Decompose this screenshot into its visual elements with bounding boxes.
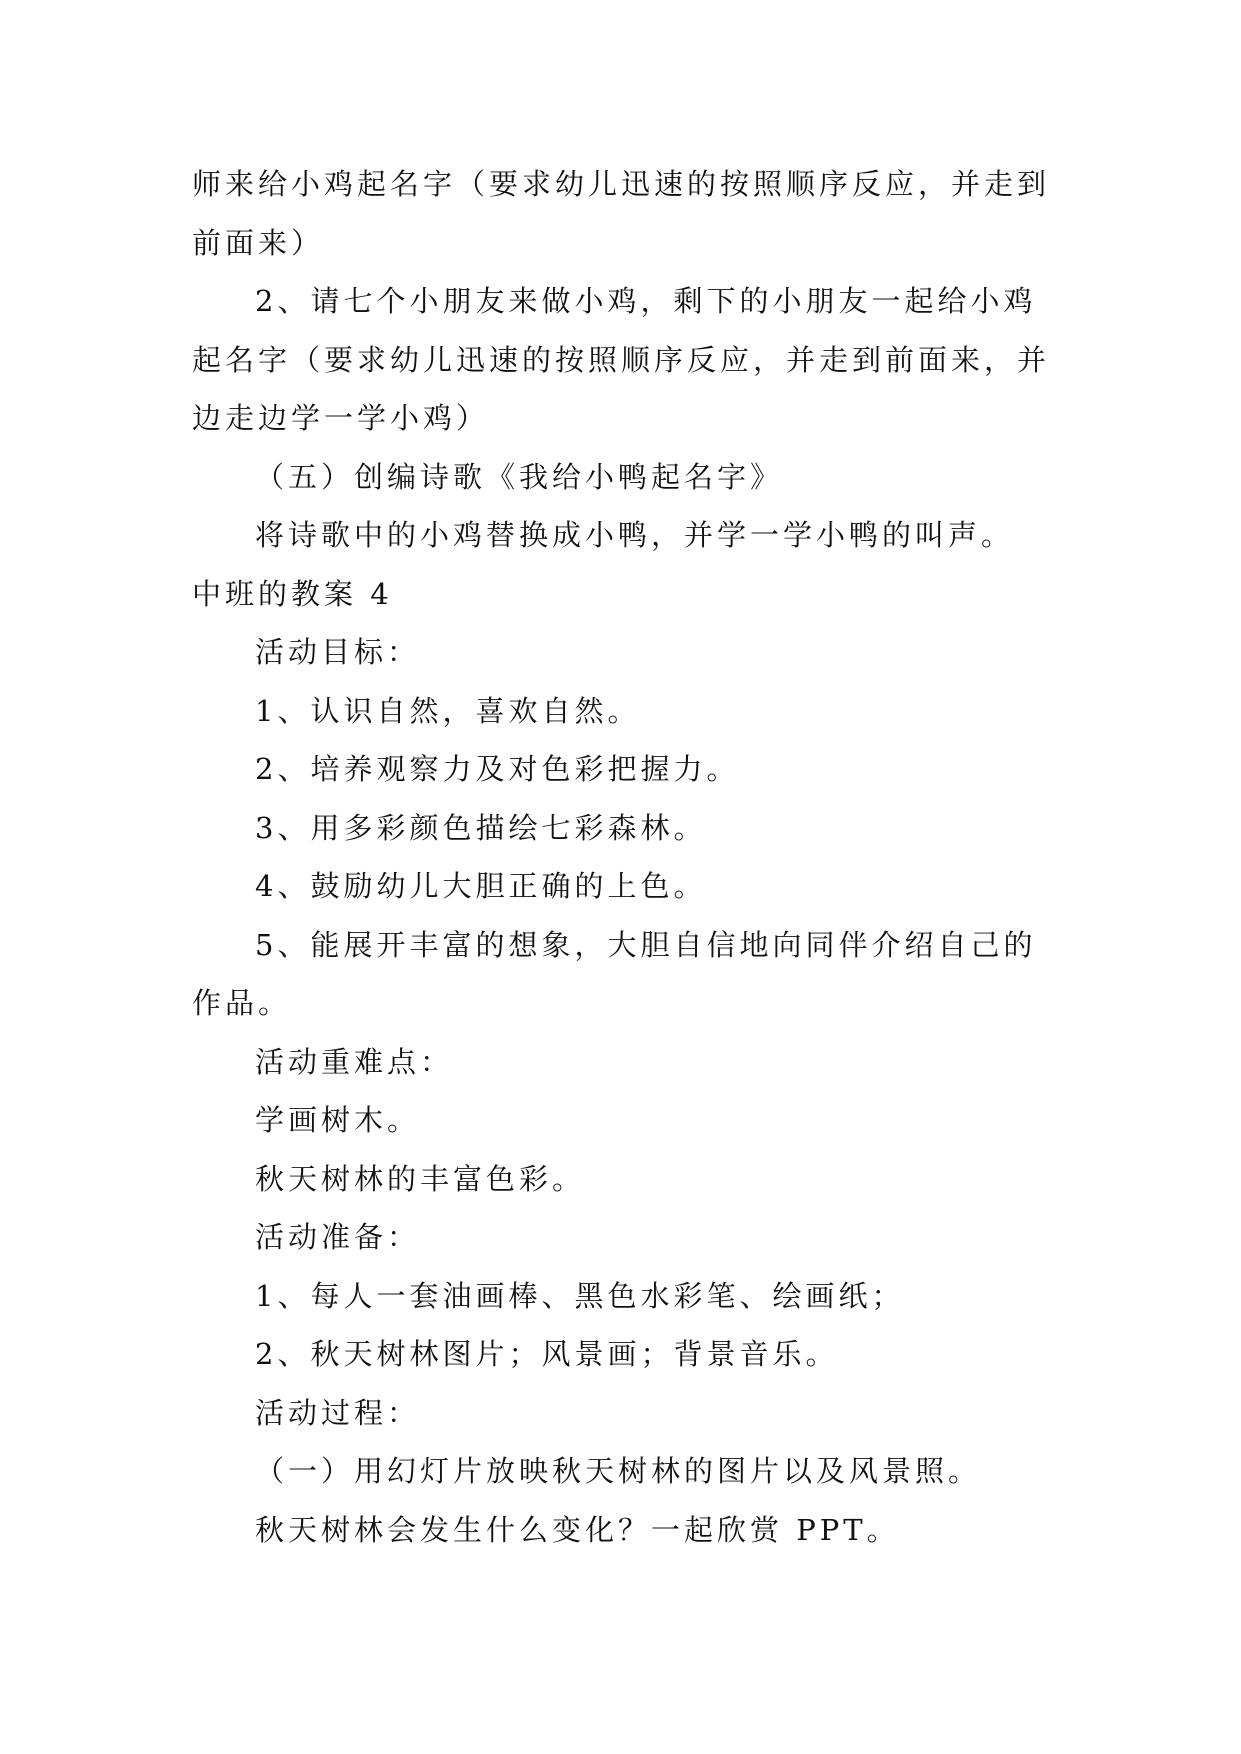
- lesson-title: 中班的教案 4: [192, 576, 393, 611]
- goal-item-continuation: 作品。: [192, 986, 292, 1020]
- paragraph-line: 师来给小鸡起名字（要求幼儿迅速的按照顺序反应，并走到: [192, 167, 1051, 201]
- step-2-line: 2、请七个小朋友来做小鸡，剩下的小朋友一起给小鸡: [255, 284, 1037, 318]
- process-step: 秋天树林会发生什么变化？一起欣赏 PPT。: [255, 1512, 900, 1547]
- goal-item: 4、鼓励幼儿大胆正确的上色。: [255, 869, 707, 903]
- goal-item: 1、认识自然，喜欢自然。: [255, 693, 641, 728]
- key-points-heading: 活动重难点：: [255, 1044, 454, 1079]
- preparation-item: 2、秋天树林图片；风景画；背景音乐。: [255, 1337, 839, 1371]
- process-heading: 活动过程：: [255, 1395, 421, 1430]
- goal-item: 5、能展开丰富的想象，大胆自信地向同伴介绍自己的: [255, 927, 1037, 962]
- goal-item: 3、用多彩颜色描绘七彩森林。: [255, 810, 707, 845]
- key-point-item: 秋天树林的丰富色彩。: [255, 1161, 586, 1196]
- preparation-heading: 活动准备：: [255, 1220, 421, 1254]
- goals-heading: 活动目标：: [255, 635, 421, 669]
- process-step: （一）用幻灯片放映秋天树林的图片以及风景照。: [255, 1454, 982, 1488]
- document-body: [192, 155, 1092, 1559]
- step-2-line: 边走边学一学小鸡）: [192, 401, 490, 435]
- paragraph-line: 前面来）: [192, 225, 325, 260]
- section-heading: （五）创编诗歌《我给小鸭起名字》: [255, 459, 784, 494]
- preparation-item: 1、每人一套油画棒、黑色水彩笔、绘画纸；: [255, 1278, 905, 1313]
- paragraph-line: 将诗歌中的小鸡替换成小鸭，并学一学小鸭的叫声。: [255, 518, 1015, 552]
- goal-item: 2、培养观察力及对色彩把握力。: [255, 752, 740, 786]
- key-point-item: 学画树木。: [255, 1103, 421, 1137]
- step-2-line: 起名字（要求幼儿迅速的按照顺序反应，并走到前面来，并: [192, 342, 1051, 377]
